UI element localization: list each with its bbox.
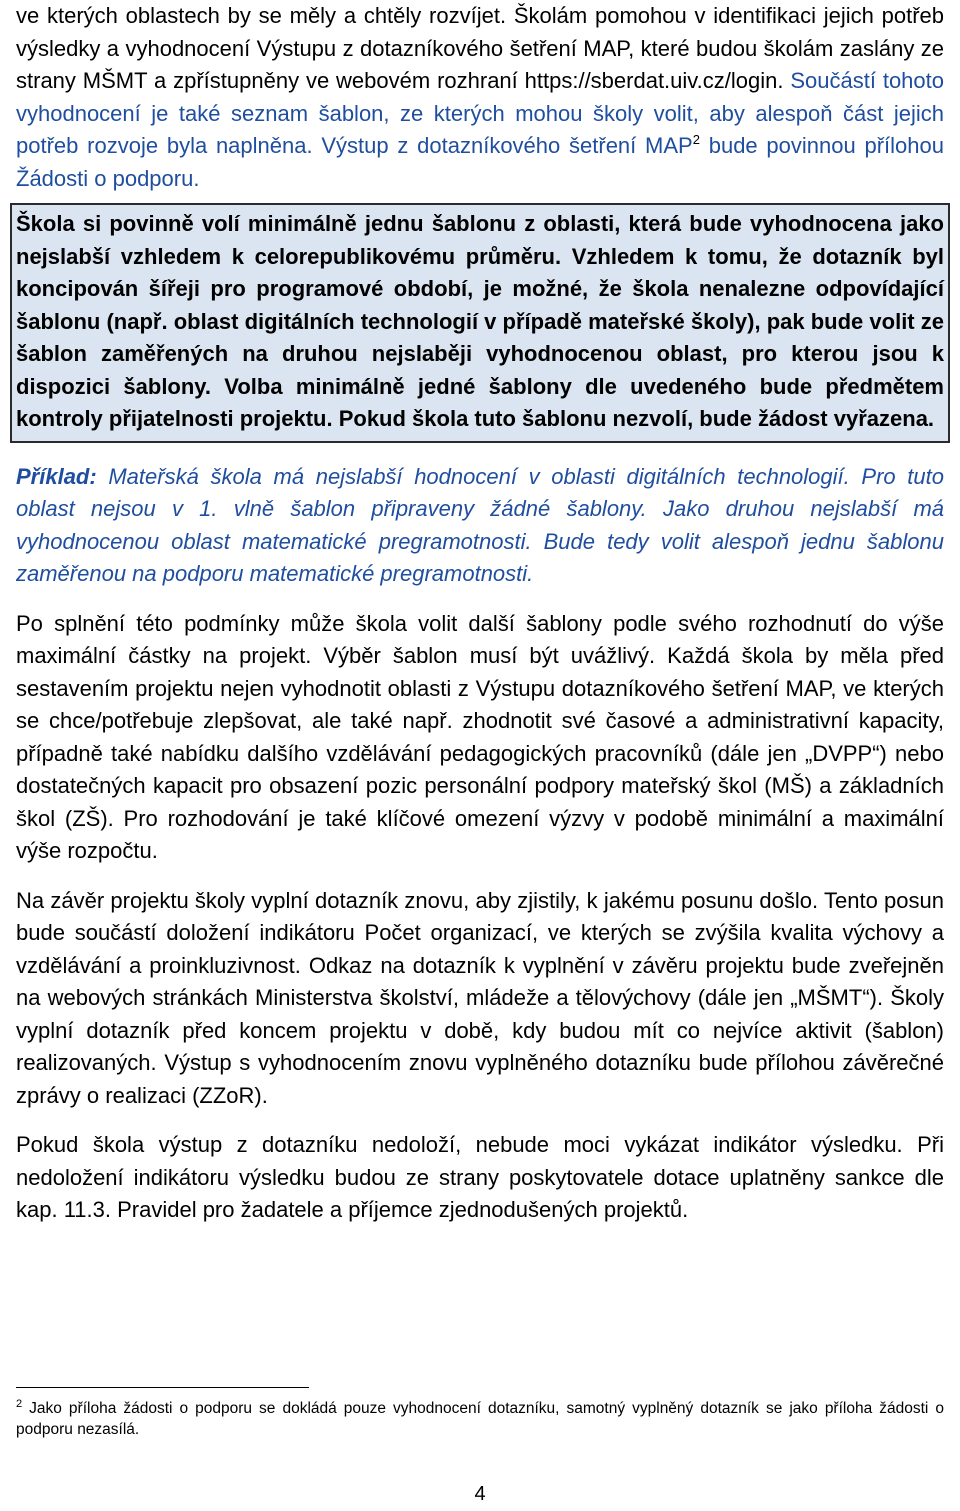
highlight-box-text: Škola si povinně volí minimálně jednu šablonu z oblasti, která bude vyhodnocena jako nejslabší vzhledem k celorepublikovému průměru. Vzhledem k tomu, že dotazník byl koncipován šířeji pro programové období, je možné, že škola nenalezne odpovídající šablonu (např. oblast digitálních technologií v případě mateřské školy), pak bude volit ze šablon zaměřených na druhou nejslaběji vyhodnocenou oblast, pro kterou jsou k dispozici šablony. Volba minimálně jedné šablony dle uvedeného bude předmětem kontroly přijatelnosti projektu. Pokud škola tuto šablonu nezvolí, bude žádost vyřazena. [16,211,944,431]
example-label: Příklad: [16,463,97,489]
example-paragraph [16,461,944,591]
paragraph-intro-text: ve kterých oblastech by se měly a chtěly rozvíjet. Školám pomohou v identifikaci jejich potřeb výsledky a vyhodnocení Výstupu z dotazníkového šetření MAP, které budou školám zaslány ze strany MŠMT a zpřístupněny ve webovém rozhraní https://sberdat.uiv.cz/login. [16,3,944,93]
footnote [16,1398,944,1440]
paragraph-intro [16,0,944,195]
paragraph-template-selection: Po splnění této podmínky může škola volit další šablony podle svého rozhodnutí do výše maximální částky na projekt. Výběr šablon musí být uvážlivý. Každá škola by měla před sestavením projektu nejen vyhodnotit oblasti z Výstupu dotazníkového šetření MAP, ve kterých se chce/potřebuje zlepšovat, ale také např. zhodnotit své časové a administrativní kapacity, případně také nabídku dalšího vzdělávání pedagogických pracovníků (dále jen „DVPP“) nebo dostatečných kapacit pro obsazení pozic personální podpory mateřský škol (MŠ) a základních škol (ZŠ). Pro rozhodování je také klíčové omezení výzvy v podobě minimální a maximální výše rozpočtu. [16,610,944,863]
example-text: Mateřská škola má nejslabší hodnocení v oblasti digitálních technologií. Pro tuto oblast nejsou v 1. vlně šablon připraveny žádné šablony. Jako druhou nejslabší má vyhodnocenou oblast matematické pregramotnosti. Bude tedy volit alespoň jednu šablonu zaměřenou na podporu matematické pregramotnosti. [16,463,944,586]
footnote-separator [16,1387,309,1388]
highlight-box [10,203,950,443]
page-number: 4 [474,1483,486,1505]
footnote-text: Jako příloha žádosti o podporu se dokládá pouze vyhodnocení dotazníku, samotný vyplněný dotazník se jako příloha žádosti o podporu nezasílá. [16,1400,944,1438]
document-body [16,0,944,1227]
paragraph-project-end: Na závěr projektu školy vyplní dotazník znovu, aby zjistily, k jakému posunu došlo. Tento posun bude součástí doložení indikátoru Počet organizací, ve kterých se zvýšila kvalita výchovy a vzdělávání a proinkluzivnost. Odkaz na dotazník k vyplnění v závěru projektu bude zveřejněn na webových stránkách Ministerstva školství, mládeže a tělovýchovy (dále jen „MŠMT“). Školy vyplní dotazník před koncem projektu v době, kdy budou mít co nejvíce aktivit (šablon) realizovaných. Výstup s vyhodnocením znovu vyplněného dotazníku bude přílohou závěrečné zprávy o realizaci (ZZoR). [16,887,944,1108]
paragraph-sanctions: Pokud škola výstup z dotazníku nedoloží, nebude moci vykázat indikátor výsledku. Při nedoložení indikátoru výsledku budou ze strany poskytovatele dotace uplatněny sankce dle kap. 11.3. Pravidel pro žadatele a příjemce zjednodušených projektů. [16,1132,944,1222]
footnote-reference[interactable]: 2 [692,132,700,147]
footnote-number: 2 [16,1398,23,1410]
paragraph-intro-blue-text: Součástí tohoto vyhodnocení je také seznam šablon, ze kterých mohou školy volit, aby alespoň část jejich potřeb rozvoje byla naplněna. Výstup z dotazníkového šetření MAP [16,68,944,158]
paragraph-intro-blue-end: bude povinnou přílohou Žádosti o podporu. [16,133,944,191]
